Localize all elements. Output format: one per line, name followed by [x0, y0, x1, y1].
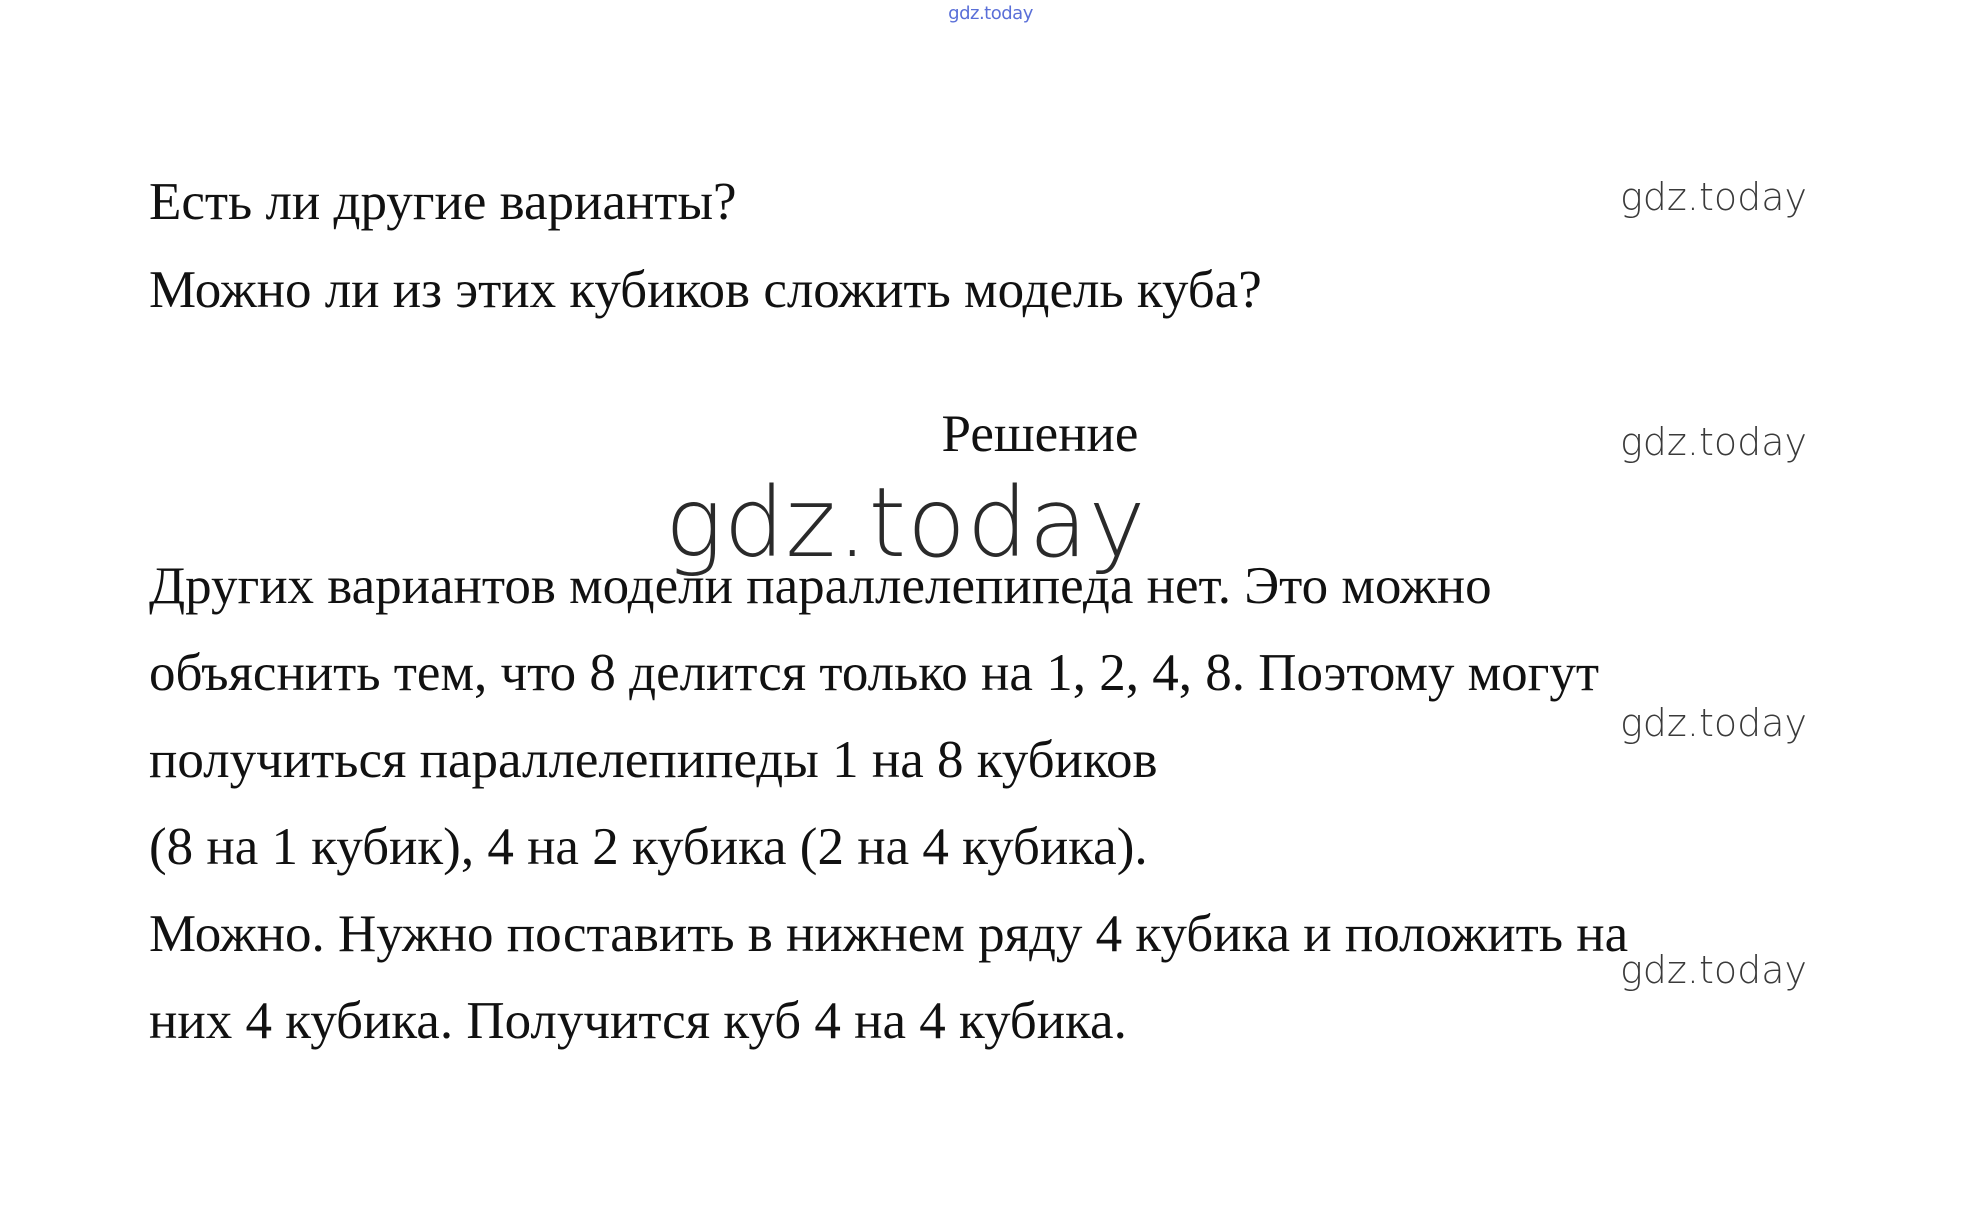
answer-line-6: них 4 кубика. Получится куб 4 на 4 кубика. [149, 992, 1127, 1050]
answer-line-5: Можно. Нужно поставить в нижнем ряду 4 кубика и положить на [149, 905, 1629, 963]
top-watermark: gdz.today [948, 3, 1033, 24]
watermark-small: gdz.today [1620, 175, 1807, 219]
answer-line-1: Других вариантов модели параллелепипеда нет. Это можно [149, 557, 1492, 615]
answer-line-3: получиться параллелепипеды 1 на 8 кубиков [149, 731, 1158, 789]
watermark-small: gdz.today [1620, 420, 1807, 464]
answer-line-2: объяснить тем, что 8 делится только на 1, 2, 4, 8. Поэтому могут [149, 644, 1600, 702]
watermark-large: gdz.today [665, 467, 1147, 579]
watermark-small: gdz.today [1620, 701, 1807, 745]
answer-line-4: (8 на 1 кубик), 4 на 2 кубика (2 на 4 кубика). [149, 818, 1148, 876]
question-line-2: Можно ли из этих кубиков сложить модель куба? [149, 261, 1262, 319]
watermark-small: gdz.today [1620, 948, 1807, 992]
question-line-1: Есть ли другие варианты? [149, 173, 737, 231]
solution-heading: Решение [941, 405, 1139, 463]
